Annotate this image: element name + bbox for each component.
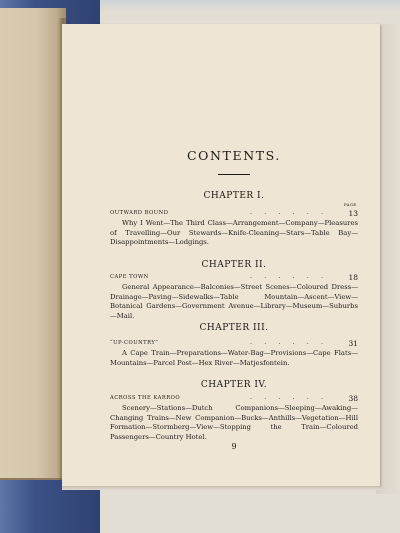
page-title: CONTENTS. [187, 148, 281, 163]
left-page [0, 8, 66, 480]
chapter-page-number: 31 [348, 339, 358, 348]
chapter-entry [110, 274, 358, 280]
chapter-entry [110, 395, 358, 401]
page-bottom-edge [62, 486, 380, 490]
leader-dots: . . . . . . [250, 273, 329, 280]
page-column-header: PAGE [344, 202, 357, 207]
chapter-entry-title: ACROSS THE KARROO [110, 395, 181, 401]
chapter-page-number: 13 [348, 209, 358, 218]
chapter-summary: General Appearance—Balconies—Street Scenes—Coloured Dress—Drainage—Paving—Sidewalks—Table Mountain—Ascent—View—Botanical Gardens—Government Avenue—Library—Museum—Suburbs—Mail. [110, 283, 358, 320]
chapter-entry-title: “UP-COUNTRY” [110, 340, 159, 346]
chapter-page-number: 18 [348, 273, 358, 282]
leader-dots: . . . . . . [250, 394, 329, 401]
page-number: 9 [231, 442, 237, 451]
chapter-entry-title: OUTWARD BOUND [110, 210, 169, 216]
chapter-entry [110, 210, 358, 216]
leader-dots: . . . . . . [250, 209, 329, 216]
chapter-heading: CHAPTER II. [201, 260, 267, 270]
chapter-summary: Why I Went—The Third Class—Arrangement—Company—Pleasures of Travelling—Our Stewards—Knife-Cleaning—Stars—Table Bay—Disappointments—Lodgings. [110, 219, 358, 247]
title-rule [218, 174, 250, 175]
contents-page [62, 24, 380, 486]
chapter-entry [110, 340, 358, 346]
chapter-heading: CHAPTER IV. [200, 380, 268, 390]
chapter-heading: CHAPTER III. [199, 323, 269, 333]
chapter-summary: A Cape Train—Preparations—Water-Bag—Provisions—Cape Flats—Mountains—Parcel Post—Hex River—Matjesfontein. [110, 349, 358, 367]
chapter-heading: CHAPTER I. [203, 191, 265, 201]
chapter-page-number: 38 [348, 394, 358, 403]
chapter-summary: Scenery—Stations—Dutch Companions—Sleeping—Awaking—Changing Trains—New Companion—Bucks—Anthills—Vegetation—Hill Formation—Stormberg—View—Stopping the Train—Coloured Passengers—Country Hotel. [110, 404, 358, 441]
chapter-entry-title: CAPE TOWN [110, 274, 149, 280]
leader-dots: . . . . . . [250, 339, 329, 346]
